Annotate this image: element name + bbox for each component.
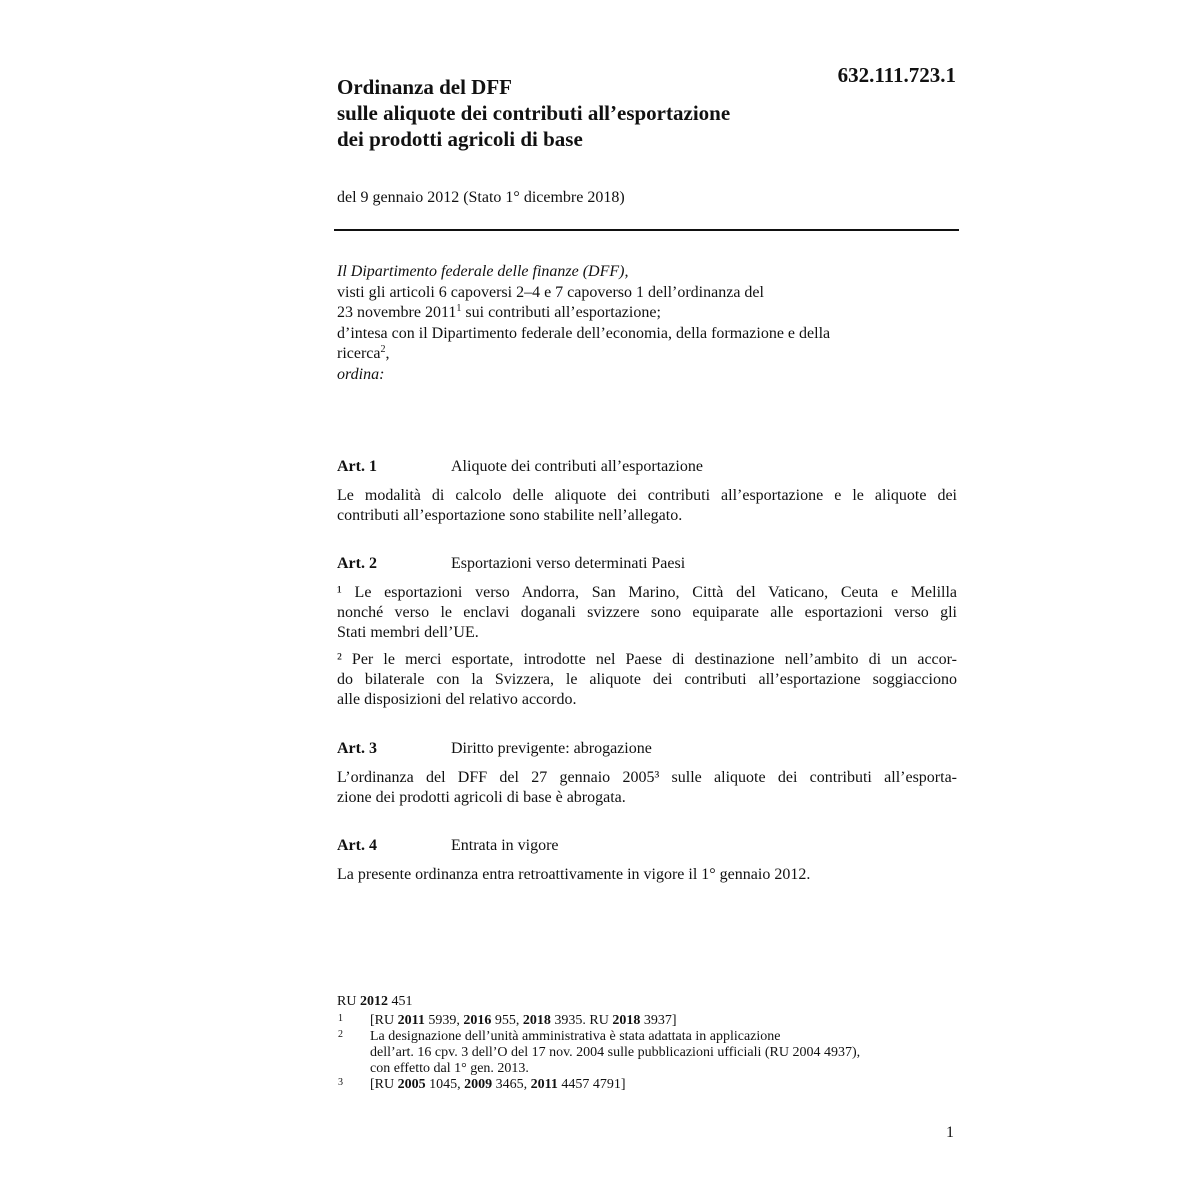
preamble-line: d’intesa con il Dipartimento federale dell’economia, della formazione e della	[337, 324, 831, 342]
preamble-line: visti gli articoli 6 capoversi 2–4 e 7 capoverso 1 dell’ordinanza del	[337, 283, 764, 301]
article-number: Art. 1	[337, 458, 377, 475]
article-number: Art. 3	[337, 740, 377, 757]
title-line: sulle aliquote dei contributi all’esportazione	[337, 101, 731, 125]
preamble-ordina: ordina:	[337, 365, 385, 383]
article-title: Entrata in vigore	[451, 837, 559, 854]
footnote-mark: 3	[338, 1077, 343, 1088]
date-status-line: del 9 gennaio 2012 (Stato 1° dicembre 2018)	[337, 189, 625, 206]
article-2	[337, 554, 957, 717]
preamble	[337, 262, 937, 385]
article-heading	[337, 554, 957, 574]
footnotes	[337, 994, 957, 1093]
footnote-text: [RU 2011 5939, 2016 955, 2018 3935. RU 2018 3937]	[370, 1013, 677, 1028]
article-heading	[337, 739, 957, 759]
footnote-2	[337, 1029, 957, 1077]
preamble-authority: Il Dipartimento federale delle finanze (DFF),	[337, 263, 629, 280]
ru-reference: RU 2012 451	[337, 994, 413, 1009]
footnote-text: La designazione dell’unità amministrativa è stata adattata in applicazione dell’art. 16 cpv. 3 dell’O del 17 nov. 2004 sulle pubblicazioni ufficiali (RU 2004 4937), con effetto dal 1° gen. 2013.	[370, 1029, 861, 1076]
footnote-mark: 2	[338, 1029, 343, 1040]
article-paragraph: ¹ Le esportazioni verso Andorra, San Marino, Città del Vaticano, Ceuta e Melilla nonché verso le enclavi doganali svizzere sono equiparate alle esportazioni verso gli Stati membri dell’UE.	[337, 584, 957, 641]
title-line: Ordinanza del DFF	[337, 75, 513, 99]
article-paragraph: La presente ordinanza entra retroattivamente in vigore il 1° gennaio 2012.	[337, 866, 811, 883]
article-4	[337, 836, 957, 892]
footnote-mark: 1	[338, 1013, 343, 1024]
article-title: Diritto previgente: abrogazione	[451, 740, 652, 757]
footnote-1	[337, 1013, 957, 1029]
preamble-line: 23 novembre 2011$^1$ sui contributi all’esportazione;	[337, 303, 661, 321]
article-1	[337, 457, 957, 533]
page-number: 1	[946, 1124, 954, 1141]
article-heading	[337, 836, 957, 856]
article-title: Esportazioni verso determinati Paesi	[451, 555, 686, 572]
article-3	[337, 739, 957, 815]
footnote-text: [RU 2005 1045, 2009 3465, 2011 4457 4791]	[370, 1077, 626, 1092]
article-heading	[337, 457, 957, 477]
footnote-ref-2[interactable]: 2	[380, 344, 386, 355]
document-title	[337, 74, 857, 152]
article-number: Art. 4	[337, 837, 377, 854]
article-title: Aliquote dei contributi all’esportazione	[451, 458, 703, 475]
article-paragraph: ² Per le merci esportate, introdotte nel Paese di destinazione nell’ambito di un accor- do bilaterale con la Svizzera, le aliquote dei contributi all’esportazione soggiacciono alle disposizioni del relativo accordo.	[337, 651, 957, 708]
footnote-ref-1[interactable]: 1	[456, 303, 462, 314]
preamble-line: ricerca$^2$,	[337, 344, 390, 362]
article-number: Art. 2	[337, 555, 377, 572]
title-divider	[334, 229, 959, 231]
article-paragraph: Le modalità di calcolo delle aliquote dei contributi all’esportazione e le aliquote dei contributi all’esportazione sono stabilite nell’allegato.	[337, 487, 957, 524]
title-line: dei prodotti agricoli di base	[337, 127, 583, 151]
sr-number: 632.111.723.1	[837, 63, 956, 87]
article-paragraph: L’ordinanza del DFF del 27 gennaio 2005³ sulle aliquote dei contributi all’esporta- zione dei prodotti agricoli di base è abrogata.	[337, 769, 957, 806]
footnote-3	[337, 1077, 957, 1093]
